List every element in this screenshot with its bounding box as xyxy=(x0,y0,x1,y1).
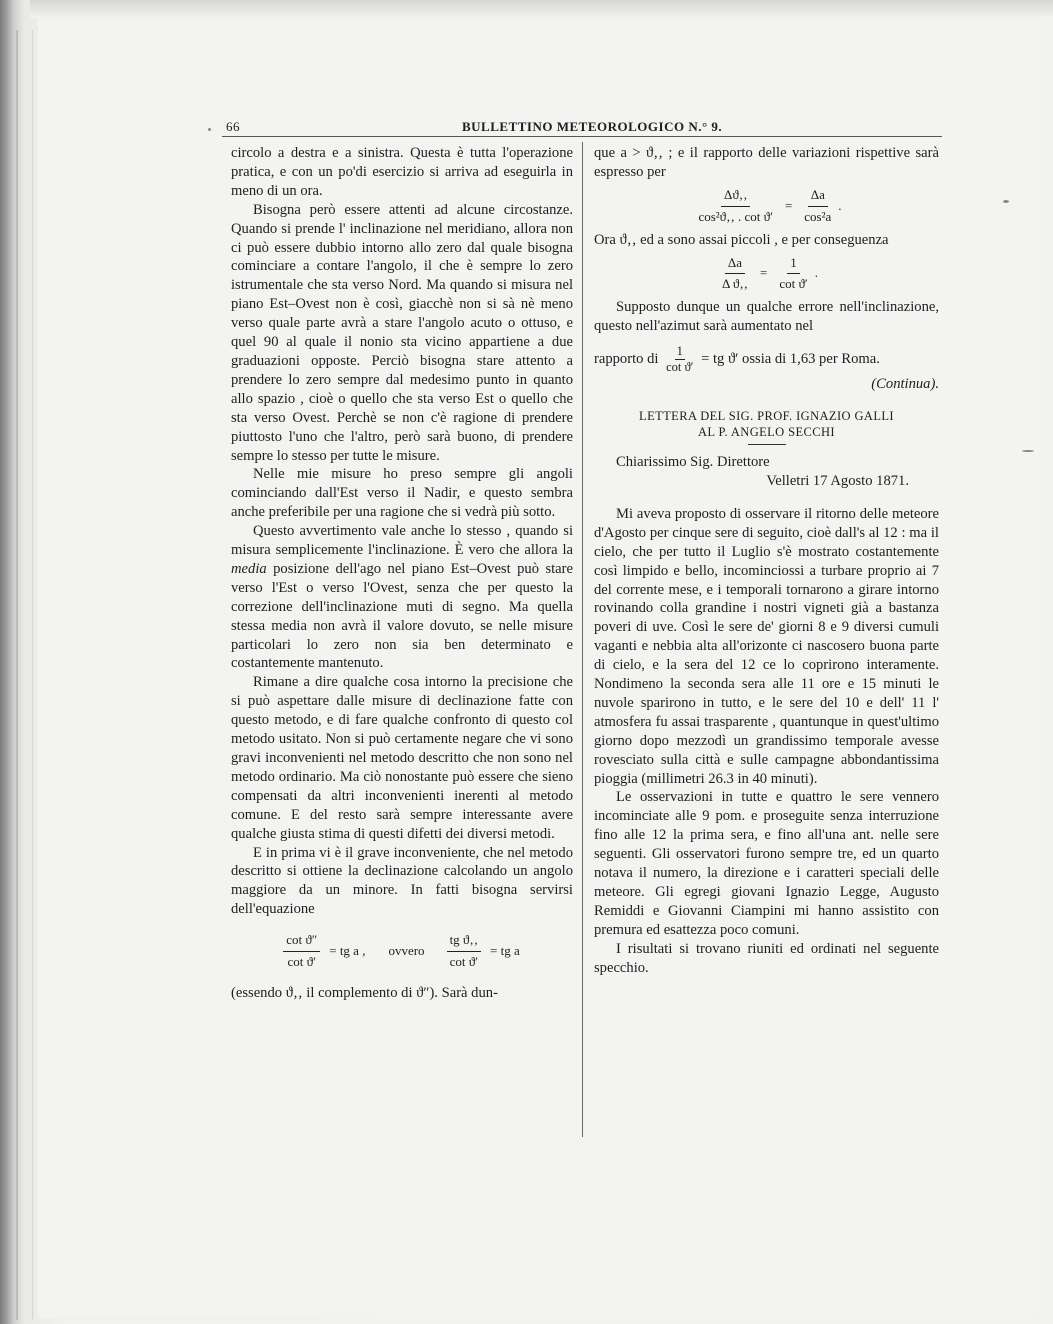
paragraph: (essendo ϑ‚‚ il complemento di ϑ″). Sarà dun- xyxy=(231,984,498,1001)
dateline: Velletri 17 Agosto 1871. xyxy=(766,472,909,489)
denominator: cos²ϑ‚‚ . cot ϑ′ xyxy=(698,208,773,224)
scan-speck xyxy=(208,128,211,131)
denominator: cot ϑ′ xyxy=(666,360,694,375)
letter-title-line: LETTERA DEL SIG. PROF. IGNAZIO GALLI xyxy=(639,409,894,424)
numerator: Δϑ‚‚ xyxy=(721,186,750,207)
column-separator xyxy=(582,142,583,1137)
paragraph: Supposto dunque un qualche errore nell'inclinazione, questo nell'azimut sarà aumentato nel xyxy=(594,299,939,335)
scan-speck xyxy=(1022,450,1034,452)
equation-rhs: = tg a , xyxy=(329,943,366,959)
letter-title xyxy=(594,408,939,440)
fraction xyxy=(801,186,834,227)
salutation: Chiarissimo Sig. Direttore xyxy=(616,454,770,471)
fraction xyxy=(776,254,810,295)
running-title: BULLETTINO METEOROLOGICO N.° 9. xyxy=(462,119,723,134)
paragraph: Ora ϑ‚‚ ed a sono assai piccoli , e per conseguenza xyxy=(594,231,889,248)
denominator: cot ϑ′ xyxy=(449,954,478,970)
text-run: rapporto di xyxy=(594,351,659,367)
equation-rhs: = tg a xyxy=(490,943,520,959)
page-edge-top xyxy=(30,0,1053,18)
left-column xyxy=(231,144,573,1003)
equals-sign: = xyxy=(759,265,768,281)
numerator: 1 xyxy=(787,254,800,275)
header-rule xyxy=(222,136,942,137)
emphasis: media xyxy=(231,560,267,577)
paragraph: que a > ϑ‚‚ ; e il rapporto delle variazioni rispettive sarà espresso per xyxy=(594,145,939,180)
numerator: 1 xyxy=(676,344,683,359)
letter-title-line: AL P. ANGELO SECCHI xyxy=(697,425,835,440)
right-column xyxy=(594,144,939,978)
page-edge-stack xyxy=(16,30,33,1320)
denominator: cos²a xyxy=(804,208,832,224)
inline-fraction xyxy=(666,344,693,375)
paragraph: I risultati si trovano riuniti ed ordinati nel seguente specchio. xyxy=(594,940,939,976)
denominator: Δ ϑ‚‚ xyxy=(721,276,748,292)
equation-connector: ovvero xyxy=(388,943,425,959)
spacer xyxy=(594,491,939,505)
denominator: cot ϑ′ xyxy=(287,954,316,970)
period: . xyxy=(838,197,842,213)
fraction xyxy=(695,186,775,227)
paragraph: Le osservazioni in tutte e quattro le sere vennero incominciate alle 9 pom. e proseguite senza interruzione fino alle 12 la prima sera, e fino all'una ant. nelle sere seguenti. Gli osservatori furono sempre tre, ed un quarto notava il numero, la direzione e i caratteri speciali delle meteore. Gli egregi giovani Ignazio Legge, Augusto Remiddi e Giovanni Ciampini mi hanno assistito con premura ed esattezza poco comuni. xyxy=(594,789,939,938)
equation xyxy=(231,931,573,972)
numerator: tg ϑ‚‚ xyxy=(447,931,481,952)
fraction xyxy=(719,254,751,295)
page-number: 66 xyxy=(226,119,240,134)
numerator: Δa xyxy=(808,186,828,207)
paragraph: Rimane a dire qualche cosa intorno la precisione che si può aspettare dalle misure di declinazione fatte con questo metodo, e di fare qualche confronto di questo col metodo usitato. Non si può certamente negare che vi sono gravi inconvenienti nel metodo descritto che non sono nel metodo ordinario. Ma ciò nonostante può essere che sieno compensati da altri inconvenienti inerenti al metodo comune. E del resto sarà sempre interessante avere qualche giusta stima di questi difetti dei diversi metodi. xyxy=(231,674,573,842)
scan-speck xyxy=(1003,200,1009,203)
denominator: cot ϑ′ xyxy=(779,276,808,292)
continua-note: (Continua). xyxy=(871,376,939,393)
text-run: posizione dell'ago nel piano Est–Ovest può stare verso l'Est o verso l'Ovest, senza che per questo la correzione dell'inclinazione muti di segno. Ma quella stessa media non avrà il valore dovuto, se nelle misure particolari lo zero non sia ben determinato e costantemente mantenuto. xyxy=(231,560,573,672)
title-rule xyxy=(748,444,786,445)
numerator: cot ϑ″ xyxy=(283,931,320,952)
paragraph: Mi aveva proposto di osservare il ritorno delle meteore d'Agosto per cinque sere di seguito, cioè dall's al 12 : ma il cielo, che per tutto il Luglio s'è mostrato costantemente così limpido e bello, incominciossi a turbare proprio ai 7 del corrente mese, e i temporali tornarono a girare intorno rovinando colla grandine i nostri vigneti già a bastanza poveri di uve. Così le sere de' giorni 8 e 9 diversi cumuli vaganti e nebbia alta all'orizonte ci nascosero buona parte di cielo, e la sera del 12 ce lo coprirono interamente. Nondimeno la seconda sera alle 11 ore e 15 minuti le nuvole sparirono in tutto, e le sere del 10 e dell' 11 l' atmosfera fu assai trasparente , quantunque in quest'ultimo giorno dopo mezzodì un grandissimo temporale avesse rovesciato sulla città e sulle campagne abbondantissima pioggia (millimetri 26.3 in 40 minuti). xyxy=(594,505,939,787)
equation xyxy=(594,186,939,227)
paragraph: circolo a destra e a sinistra. Questa è tutta l'operazione pratica, e con un po'di esercizio si arriva ad eseguirla in meno di un ora. xyxy=(231,145,573,199)
period: . xyxy=(814,265,818,281)
paragraph: Nelle mie misure ho preso sempre gli angoli cominciando dall'Est verso il Nadir, e questo sembra anche preferibile per una ragione che si vedrà più sotto. xyxy=(231,466,573,521)
text-run: Questo avvertimento vale anche lo stesso , quando si misura semplicemente l'inclinazione. È vero che allora la xyxy=(231,523,573,559)
paragraph: E in prima vi è il grave inconveniente, che nel metodo descritto si ottiene la declinazione calcolando un angolo maggiore da un minore. In fatti bisogna servirsi dell'equazione xyxy=(231,844,573,918)
paragraph: Bisogna però essere attenti ad alcune circostanze. Quando si prende l' inclinazione nel meridiano, allora non ci può essere dubbio intorno allo zero dal quale bisogna cominciare a contare l'angolo, il che è sempre lo zero istrumentale che sta verso Nord. Ma quando si misura nel piano Est–Ovest non è così, giacchè non si sà nè meno verso quale parte avrà a stare l'angolo acuto o ottuso, e quel 90 al quale il nonio sta vicino appartiene a due graduazioni opposte. Perciò bisogna stare attento a prendere lo zero sempre dal medesimo punto in quanto allo spazio , cioè o quello che sta verso Est o quello che sta verso Ovest. Perchè se non c'è ragione di prendere piuttosto l'uno che l'altro, però sarà buono, di prendere sempre lo stesso per tutte le misure. xyxy=(231,201,573,464)
equation xyxy=(594,254,939,295)
numerator: Δa xyxy=(725,254,745,275)
paragraph xyxy=(594,344,939,375)
text-run: = tg ϑ′ ossia di 1,63 per Roma. xyxy=(701,351,880,367)
fraction xyxy=(283,931,320,972)
fraction xyxy=(447,931,481,972)
paragraph xyxy=(231,522,573,673)
equals-sign: = xyxy=(784,197,793,213)
